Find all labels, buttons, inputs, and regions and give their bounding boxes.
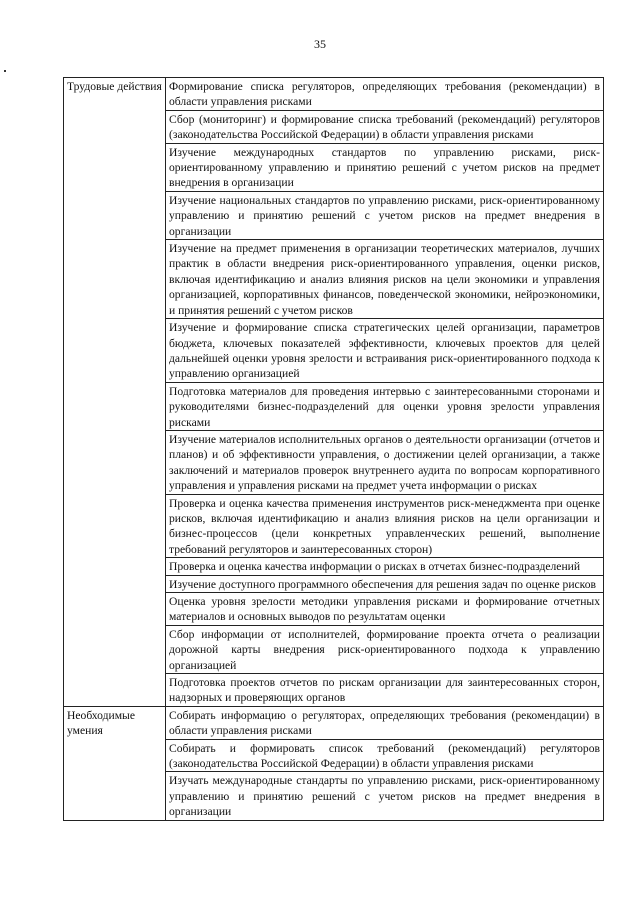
table-cell: Собирать информацию о регуляторах, определяющих требования (рекомендации) в области управления рисками <box>166 706 604 739</box>
table-cell: Изучение и формирование списка стратегических целей организации, параметров бюджета, ключевых показателей эффективности, ключевых проектов для целей дальнейшей оценки уровня зрелости и встраивания риск-ориентированного подхода к управлению организацией <box>166 319 604 383</box>
competency-table <box>63 77 604 821</box>
table-cell: Сбор (мониторинг) и формирование списка требований (рекомендаций) регуляторов (законодательства Российской Федерации) в области управления рисками <box>166 110 604 143</box>
section-label-labor-actions: Трудовые действия <box>64 78 166 707</box>
table-cell: Изучение национальных стандартов по управлению рисками, риск-ориентированному управлению и принятию решений с учетом рисков на предмет внедрения в организации <box>166 191 604 239</box>
table-row <box>64 706 604 739</box>
table-cell: Подготовка материалов для проведения интервью с заинтересованными сторонами и руководителями бизнес-подразделений для оценки уровня зрелости управления рисками <box>166 382 604 430</box>
table-cell: Формирование списка регуляторов, определяющих требования (рекомендации) в области управления рисками <box>166 78 604 111</box>
section-label-required-skills: Необходимые умения <box>64 706 166 820</box>
table-row <box>64 78 604 111</box>
table-cell: Собирать и формировать список требований (рекомендаций) регуляторов (законодательства Российской Федерации) в области управления рисками <box>166 739 604 772</box>
table-cell: Изучение международных стандартов по управлению рисками, риск-ориентированному управлению и принятию решений с учетом рисков на предмет внедрения в организации <box>166 143 604 191</box>
table-cell: Изучение на предмет применения в организации теоретических материалов, лучших практик в области внедрения риск-ориентированного управления, оценки рисков, включая идентификацию и анализ влияния рисков на цели экономики и управления организацией, корпоративных финансов, поведенческой экономики, нейроэкономики, и принятия решений с учетом рисков <box>166 240 604 319</box>
table-cell: Сбор информации от исполнителей, формирование проекта отчета о реализации дорожной карты внедрения риск-ориентированного подхода к управлению организацией <box>166 625 604 673</box>
margin-mark <box>4 70 6 72</box>
table-cell: Изучение материалов исполнительных органов о деятельности организации (отчетов и планов) и об эффективности управления, о достижении целей организации, а также заключений и материалов проверок внутреннего аудита по вопросам корпоративного управления и управления рисками на предмет учета информации о рисках <box>166 430 604 494</box>
table-cell: Проверка и оценка качества информации о рисках в отчетах бизнес-подразделений <box>166 558 604 575</box>
table-cell: Изучать международные стандарты по управлению рисками, риск-ориентированному управлению и принятию решений с учетом рисков на предмет внедрения в организации <box>166 772 604 820</box>
table-body <box>64 78 604 821</box>
table-cell: Изучение доступного программного обеспечения для решения задач по оценке рисков <box>166 575 604 592</box>
table-cell: Оценка уровня зрелости методики управления рисками и формирование отчетных материалов и основных выводов по результатам оценки <box>166 593 604 626</box>
page-number: 35 <box>314 37 326 51</box>
table-cell: Проверка и оценка качества применения инструментов риск-менеджмента при оценке рисков, включая идентификацию и анализ влияния рисков на цели организации и бизнес-процессов (цели конкретных управленческих решений, выполнение требований регуляторов и заинтересованных сторон) <box>166 494 604 558</box>
table-cell: Подготовка проектов отчетов по рискам организации для заинтересованных сторон, надзорных и проверяющих органов <box>166 674 604 707</box>
